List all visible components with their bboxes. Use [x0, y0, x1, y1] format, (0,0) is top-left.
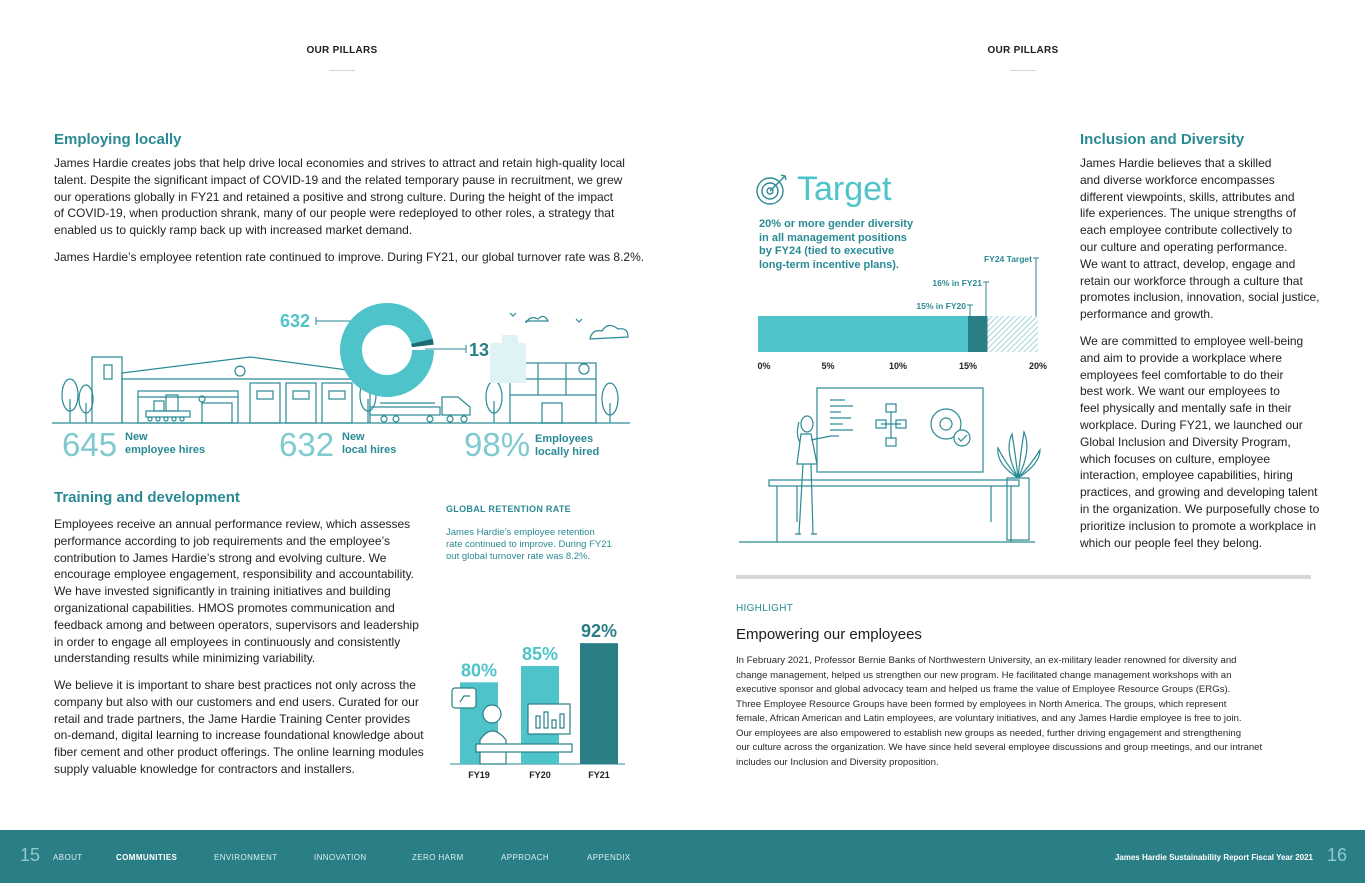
- target-bar-segment: [968, 316, 988, 352]
- training-paragraph-1: Employees receive an annual performance review, which assesses performance according to job requirements and the employee’s contribution to James Hardie’s strong and evolving culture. We encourage employee engagement, responsibility and accountability. We have invested significantly in training initiatives and building organizational capabilities. HMOS promotes communication and feedback among and between operators, supervisors and leadership in order to engage all employees in continuously and consistently understanding results while minimizing variability.: [54, 517, 419, 666]
- employing-paragraph-1: James Hardie creates jobs that help drive local economies and strives to attract and retain high-quality local talent. Despite the significant impact of COVID-19 and the related temporary pause in recruitment, we grew our operations globally in FY21 and retained a positive and strong culture. During the height of the impact of COVID-19, when production shrank, many of our people were redeployed to other roles, a strategy that enabled us to quickly ramp back up with increased market demand.: [54, 156, 625, 238]
- target-x-tick-label: 20%: [1028, 361, 1048, 371]
- target-icon: [755, 172, 789, 206]
- inclusion-heading: Inclusion and Diversity: [1080, 131, 1245, 148]
- target-callout-label: 16% in FY21: [932, 278, 982, 288]
- target-description: 20% or more gender diversity in all management positions by FY24 (tied to executive long-term incentive plans).: [759, 218, 914, 271]
- nav-approach[interactable]: APPROACH: [501, 853, 550, 862]
- donut-major-segment: [351, 314, 423, 386]
- stat-local-hires-label: New local hires: [342, 431, 397, 456]
- training-paragraph-2: We believe it is important to share best practices not only across the company but also with our customers and end users. Curated for our retail and trade partners, the Jame Hardie Training Center provides on-demand, digital learning to increase foundational knowledge about fiber cement and other product offerings. The online learning modules supply valuable knowledge for contractors and installers.: [54, 678, 424, 776]
- retention-category-label: FY19: [468, 770, 490, 780]
- employing-paragraph-2: James Hardie’s employee retention rate continued to improve. During FY21, our global turnover rate was 8.2%.: [54, 250, 645, 264]
- target-x-tick-label: 15%: [958, 361, 978, 371]
- retention-bar-value-label: 92%: [580, 621, 618, 642]
- left-page-number: 15: [20, 845, 41, 865]
- nav-innovation[interactable]: INNOVATION: [314, 853, 367, 862]
- stat-local-hires-number: 632: [279, 426, 335, 463]
- target-x-tick-label: 5%: [821, 361, 835, 371]
- retention-category-label: FY20: [529, 770, 551, 780]
- highlight-kicker: HIGHLIGHT: [736, 603, 794, 614]
- kicker-divider: [329, 70, 355, 71]
- nav-about[interactable]: ABOUT: [53, 853, 83, 862]
- highlight-body: In February 2021, Professor Bernie Banks of Northwestern University, an ex-military leader renowned for diversity and change management, helped us strengthen our new program. He facilitated change management workshops with an executive sponsor and global advocacy team and helped us frame the value of Employee Resource Groups (ERGs). Three Employee Resource Groups have been formed by employees in North America. The groups, which represent female, African American and Latin employees, are voluntary initiatives, and any James Hardie employee is free to join. Our employees are also empowered to establish new groups as needed, further driving engagement and strengthening our culture across the organization. We have since held several employee discussions and group meetings, and our intranet includes our Inclusion and Diversity proposition.: [736, 655, 1263, 768]
- nav-environment[interactable]: ENVIRONMENT: [214, 853, 278, 862]
- highlight-heading: Empowering our employees: [736, 626, 922, 643]
- retention-category-label: FY21: [588, 770, 610, 780]
- stat-locally-hired-number: 98%: [464, 426, 531, 463]
- retention-bar: [580, 643, 618, 764]
- retention-bar-value-label: 80%: [460, 660, 498, 681]
- right-page-kicker: OUR PILLARS: [987, 45, 1059, 56]
- nav-zero-harm[interactable]: ZERO HARM: [412, 853, 464, 862]
- target-x-tick-label: 0%: [757, 361, 771, 371]
- presentation-illustration: [735, 382, 1060, 547]
- target-word: Target: [797, 170, 892, 208]
- training-heading: Training and development: [54, 489, 240, 506]
- stat-locally-hired-label: Employees locally hired: [535, 433, 600, 458]
- retention-title: GLOBAL RETENTION RATE: [446, 504, 571, 514]
- gender-diversity-target-chart: [740, 245, 1060, 380]
- right-page-number: 16: [1327, 845, 1348, 865]
- donut-minor-label: 13: [469, 340, 490, 360]
- retention-bar-value-label: 85%: [521, 644, 559, 664]
- stat-new-hires-label: New employee hires: [125, 431, 206, 456]
- report-title: James Hardie Sustainability Report Fiscal Year 2021: [1114, 853, 1313, 862]
- footer-bar: [0, 830, 1365, 883]
- target-bar-segment: [758, 316, 968, 352]
- donut-major-label: 632: [280, 311, 311, 331]
- inclusion-paragraph-1: James Hardie believes that a skilled and diverse workforce encompasses different viewpoints, skills, attributes and life experiences. The unique strengths of each employee contribute collectively to our culture and operating performance. We want to attract, develop, engage and retain our workforce through a culture that promotes inclusion, innovation, social justice, performance and growth.: [1080, 156, 1320, 322]
- inclusion-paragraph-2: We are committed to employee well-being and aim to provide a workplace where employees feel comfortable to do their best work. We want our employees to feel physically and mentally safe in their workplace. During FY21, we launched our Global Inclusion and Diversity Program, which focuses on culture, employee interaction, employee capabilities, hiring practices, and growing and developing talent in the organization. We purposefully chose to prioritize inclusion to promote a workplace in which our people feel they belong.: [1080, 334, 1320, 550]
- employing-heading: Employing locally: [54, 131, 182, 148]
- target-bar-segment: [988, 316, 1038, 352]
- nav-appendix[interactable]: APPENDIX: [587, 853, 631, 862]
- nav-communities[interactable]: COMMUNITIES: [116, 853, 178, 862]
- stat-new-hires-number: 645: [62, 426, 118, 463]
- left-page-kicker: OUR PILLARS: [306, 45, 378, 56]
- kicker-divider-right: [1010, 70, 1036, 71]
- target-x-tick-label: 10%: [888, 361, 908, 371]
- retention-description: James Hardie’s employee retention rate continued to improve. During FY21 out global turnover rate was 8.2%.: [446, 527, 612, 562]
- target-callout-label: 15% in FY20: [916, 301, 966, 311]
- highlight-divider: [736, 575, 1311, 579]
- target-callout-label: FY24 Target: [983, 254, 1032, 264]
- retention-bar-chart: [440, 580, 630, 785]
